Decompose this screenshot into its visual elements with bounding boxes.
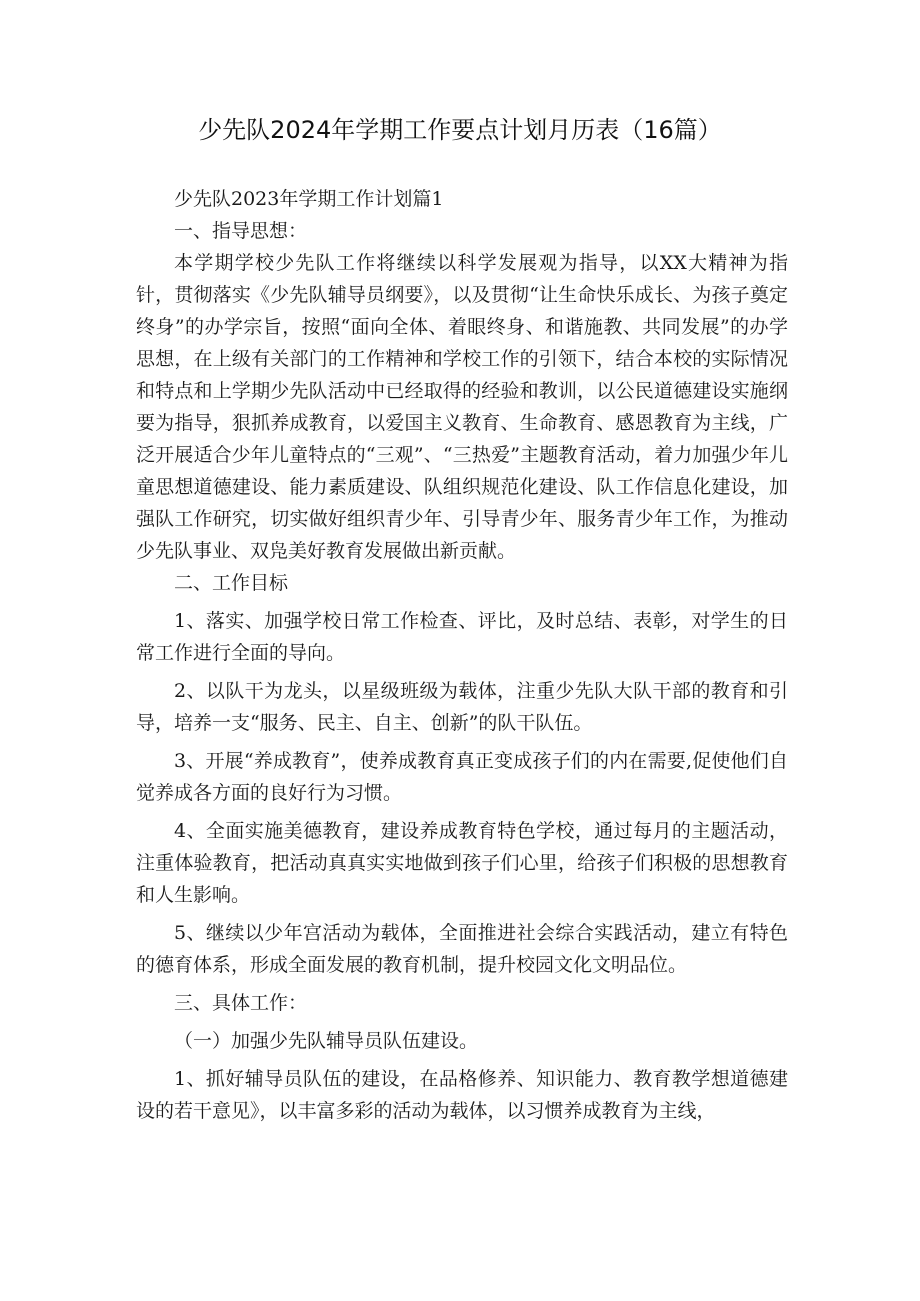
goal-item-1: 1、落实、加强学校日常工作检查、评比，及时总结、表彰，对学生的日常工作进行全面的导向。: [136, 610, 788, 664]
work-item-1: 1、抓好辅导员队伍的建设，在品格修养、知识能力、教育教学想道德建设的若干意见》，以丰富多彩的活动为载体，以习惯养成教育为主线，: [136, 1068, 788, 1122]
section-heading-work-goals: 二、工作目标: [174, 572, 289, 594]
document-title: 少先队2024年学期工作要点计划月历表（16篇）: [198, 116, 722, 144]
document-body: [136, 183, 788, 1127]
goal-item-2: 2、以队干为龙头，以星级班级为载体，注重少先队大队干部的教育和引导，培养一支“服务、民主、自主、创新”的队干队伍。: [136, 680, 788, 734]
goal-item-3: 3、开展“养成教育”，使养成教育真正变成孩子们的内在需要,促使他们自觉养成各方面的良好行为习惯。: [136, 750, 788, 804]
section-heading-specific-work: 三、具体工作：: [174, 992, 308, 1014]
goal-item-5: 5、继续以少年宫活动为载体，全面推进社会综合实践活动，建立有特色的德育体系，形成全面发展的教育机制，提升校园文化文明品位。: [136, 922, 788, 976]
section-heading-guiding-ideology: 一、指导思想：: [174, 220, 308, 242]
goal-item-4: 4、全面实施美德教育，建设养成教育特色学校，通过每月的主题活动，注重体验教育，把活动真真实实地做到孩子们心里，给孩子们积极的思想教育和人生影响。: [136, 820, 788, 906]
section-heading-article: 少先队2023年学期工作计划篇1: [174, 188, 444, 210]
paragraph-guiding-ideology: 本学期学校少先队工作将继续以科学发展观为指导，以XX大精神为指针，贯彻落实《少先队辅导员纲要》，以及贯彻“让生命快乐成长、为孩子奠定终身”的办学宗旨，按照“面向全体、着眼终身、和谐施教、共同发展”的办学思想，在上级有关部门的工作精神和学校工作的引领下，结合本校的实际情况和特点和上学期少先队活动中已经取得的经验和教训，以公民道德建设实施纲要为指导，狠抓养成教育，以爱国主义教育、生命教育、感恩教育为主线，广泛开展适合少年儿童特点的“三观”、“三热爱”主题教育活动，着力加强少年儿童思想道德建设、能力素质建设、队组织规范化建设、队工作信息化建设，加强队工作研究，切实做好组织青少年、引导青少年、服务青少年工作，为推动少先队事业、双凫美好教育发展做出新贡献。: [136, 252, 788, 562]
subsection-heading-counselor-team: （一）加强少先队辅导员队伍建设。: [174, 1030, 479, 1052]
